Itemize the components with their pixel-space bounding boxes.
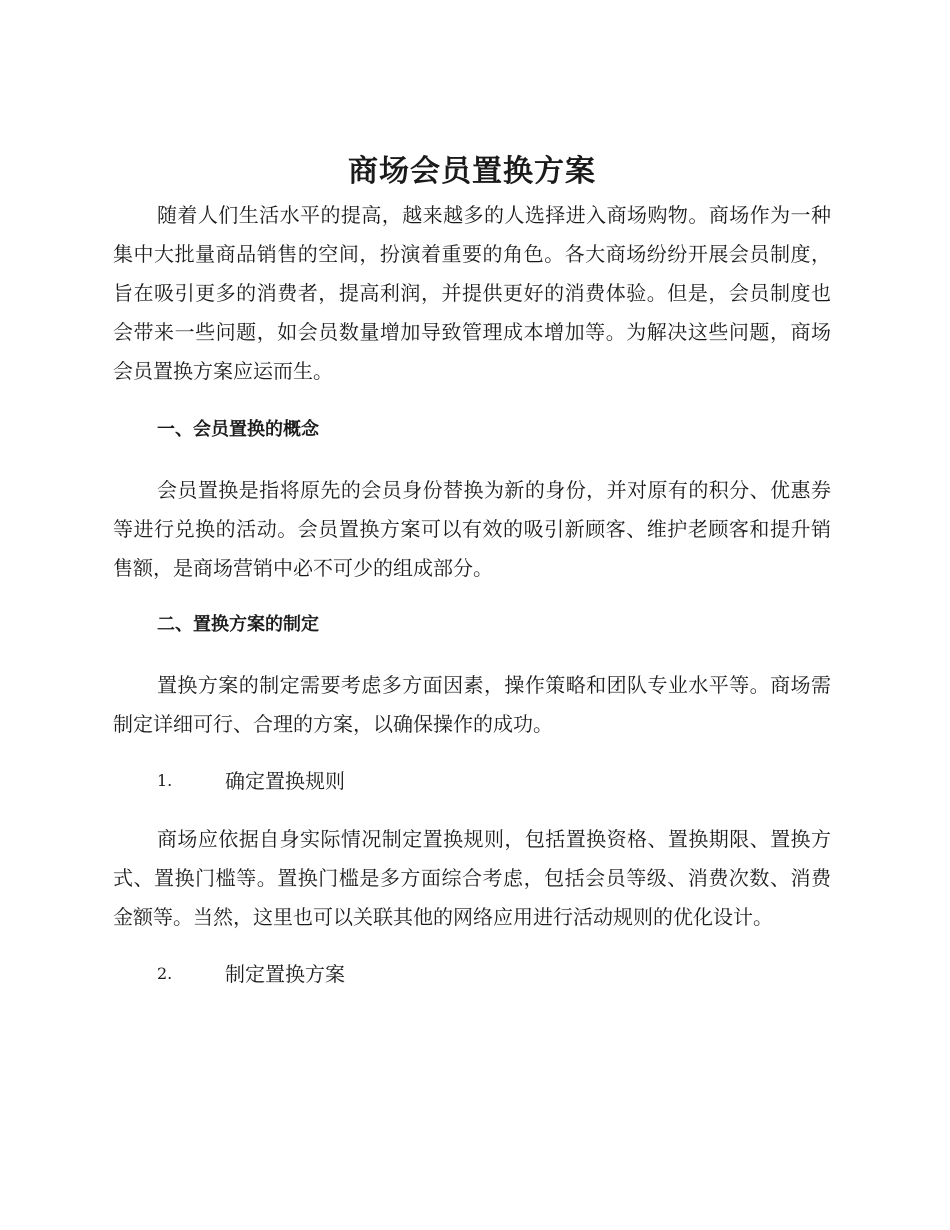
list-item-number: 1.: [157, 771, 173, 790]
list-item-title: 制定置换方案: [225, 962, 345, 986]
section1-paragraph: 会员置换是指将原先的会员身份替换为新的身份，并对原有的积分、优惠券等进行兑换的活动。会员置换方案可以有效的吸引新顾客、维护老顾客和提升销售额，是商场营销中必不可少的组成部分。: [113, 478, 831, 580]
list-item: [113, 766, 831, 796]
list-item: [113, 959, 831, 989]
section1-heading: 一、会员置换的概念: [157, 419, 319, 440]
document-page: [113, 150, 831, 989]
intro-paragraph: 随着人们生活水平的提高，越来越多的人选择进入商场购物。商场作为一种集中大批量商品销售的空间，扮演着重要的角色。各大商场纷纷开展会员制度，旨在吸引更多的消费者，提高利润，并提供更好的消费体验。但是，会员制度也会带来一些问题，如会员数量增加导致管理成本增加等。为解决这些问题，商场会员置换方案应运而生。: [113, 203, 831, 383]
section2-paragraph: 置换方案的制定需要考虑多方面因素，操作策略和团队专业水平等。商场需制定详细可行、合理的方案，以确保操作的成功。: [113, 673, 831, 736]
list-item-number: 2.: [157, 964, 173, 983]
list-item-title: 确定置换规则: [225, 769, 345, 793]
section2-heading: 二、置换方案的制定: [157, 614, 319, 635]
document-title: 商场会员置换方案: [348, 154, 596, 189]
list-item-paragraph: 商场应依据自身实际情况制定置换规则，包括置换资格、置换期限、置换方式、置换门槛等。置换门槛是多方面综合考虑，包括会员等级、消费次数、消费金额等。当然，这里也可以关联其他的网络应用进行活动规则的优化设计。: [113, 827, 831, 929]
